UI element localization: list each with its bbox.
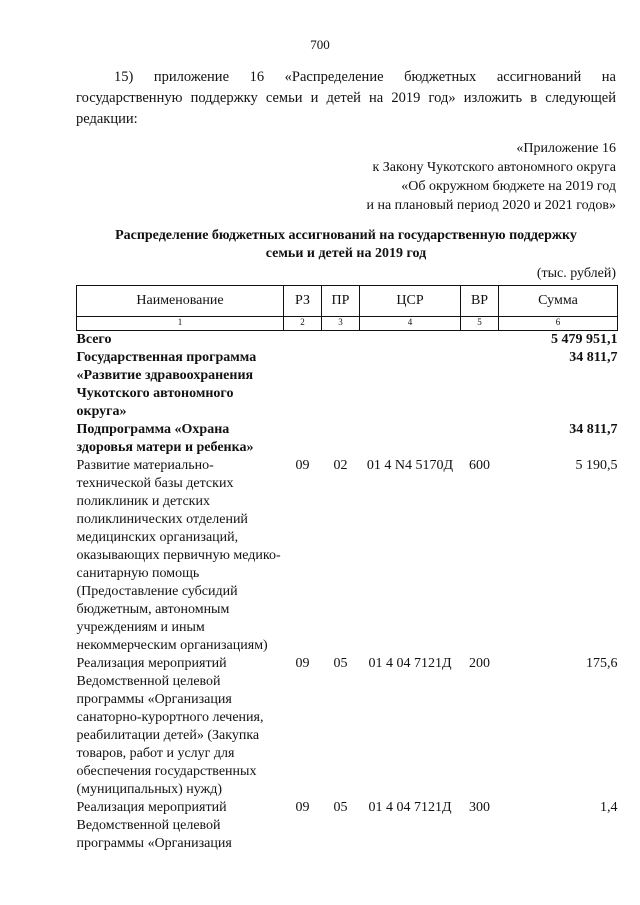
- column-number: 5: [461, 317, 499, 331]
- page-number: 700: [310, 37, 330, 52]
- header-csr: ЦСР: [360, 286, 461, 317]
- row-pr: [322, 331, 360, 350]
- header-sum: Сумма: [499, 286, 618, 317]
- row-csr: [360, 331, 461, 350]
- row-pr: 05: [333, 656, 348, 671]
- row-vr: 600: [469, 458, 490, 473]
- row-rz: 09: [295, 656, 310, 671]
- row-pr: [322, 349, 360, 421]
- title-line: семьи и детей на 2019 год: [265, 246, 427, 261]
- row-vr: 200: [469, 656, 490, 671]
- budget-table: [76, 285, 618, 853]
- row-csr: 01 4 04 7121Д: [368, 656, 452, 671]
- row-vr: [461, 331, 499, 350]
- row-sum: 5 190,5: [575, 458, 618, 473]
- row-rz: [284, 421, 322, 457]
- column-number: 2: [284, 317, 322, 331]
- column-number: 3: [322, 317, 360, 331]
- column-number: 1: [77, 317, 284, 331]
- header-pr: ПР: [322, 286, 360, 317]
- appendix-line: «Приложение 16: [516, 141, 616, 156]
- intro-paragraph: 15) приложение 16 «Распределение бюджетных ассигнований на государственную поддержку семьи и детей на 2019 год» изложить в следующей редакции:: [76, 69, 616, 127]
- row-sum: 34 811,7: [569, 422, 618, 437]
- row-rz: 09: [295, 458, 310, 473]
- row-sum: 175,6: [586, 656, 618, 671]
- title-line: Распределение бюджетных ассигнований на государственную поддержку: [115, 228, 577, 243]
- appendix-line: к Закону Чукотского автономного округа: [372, 160, 616, 175]
- table-row-total: [77, 331, 618, 350]
- row-rz: [284, 331, 322, 350]
- row-rz: 09: [295, 800, 310, 815]
- table-row-program: [77, 349, 618, 421]
- row-sum: 5 479 951,1: [551, 332, 618, 347]
- row-pr: 02: [333, 458, 348, 473]
- table-header-row: [77, 286, 618, 317]
- table-row: [77, 457, 618, 655]
- row-rz: [284, 349, 322, 421]
- row-sum: 34 811,7: [569, 350, 618, 365]
- row-name: Реализация мероприятий Ведомственной целевой программы «Организация: [76, 800, 232, 851]
- column-number: 4: [360, 317, 461, 331]
- row-pr: 05: [333, 800, 348, 815]
- appendix-line: «Об окружном бюджете на 2019 год: [401, 179, 616, 194]
- appendix-line: и на плановый период 2020 и 2021 годов»: [366, 198, 616, 213]
- row-name: Государственная программа «Развитие здравоохранения Чукотского автономного округа»: [76, 350, 257, 419]
- row-vr: [461, 421, 499, 457]
- column-numbering-row: [77, 317, 618, 331]
- table-row-subprogram: [77, 421, 618, 457]
- row-csr: 01 4 04 7121Д: [368, 800, 452, 815]
- header-vr: ВР: [461, 286, 499, 317]
- row-csr: [360, 349, 461, 421]
- document-title: [76, 227, 616, 263]
- row-vr: [461, 349, 499, 421]
- table-row: [77, 655, 618, 799]
- units-label: (тыс. рублей): [536, 266, 616, 281]
- appendix-heading: [366, 139, 616, 215]
- row-csr: [360, 421, 461, 457]
- row-name: Реализация мероприятий Ведомственной целевой программы «Организация санаторно-курортного лечения, реабилитации детей» (Закупка товаров, работ и услуг для обеспечения государственных (муниципальных) нужд): [76, 656, 264, 797]
- row-vr: 300: [469, 800, 490, 815]
- header-name: Наименование: [77, 286, 284, 317]
- row-name: Всего: [76, 332, 112, 347]
- header-rz: РЗ: [284, 286, 322, 317]
- table-row: [77, 799, 618, 853]
- row-name: Подпрограмма «Охрана здоровья матери и ребенка»: [76, 422, 254, 455]
- row-pr: [322, 421, 360, 457]
- row-csr: 01 4 N4 5170Д: [366, 458, 454, 473]
- row-sum: 1,4: [600, 800, 618, 815]
- column-number: 6: [499, 317, 618, 331]
- row-name: Развитие материально-технической базы детских поликлиник и детских поликлинических отделений медицинских организаций, оказывающих первичную медико-санитарную помощь (Предоставление субсидий бюджетным, автономным учреждениям и иным некоммерческим организациям): [76, 458, 281, 653]
